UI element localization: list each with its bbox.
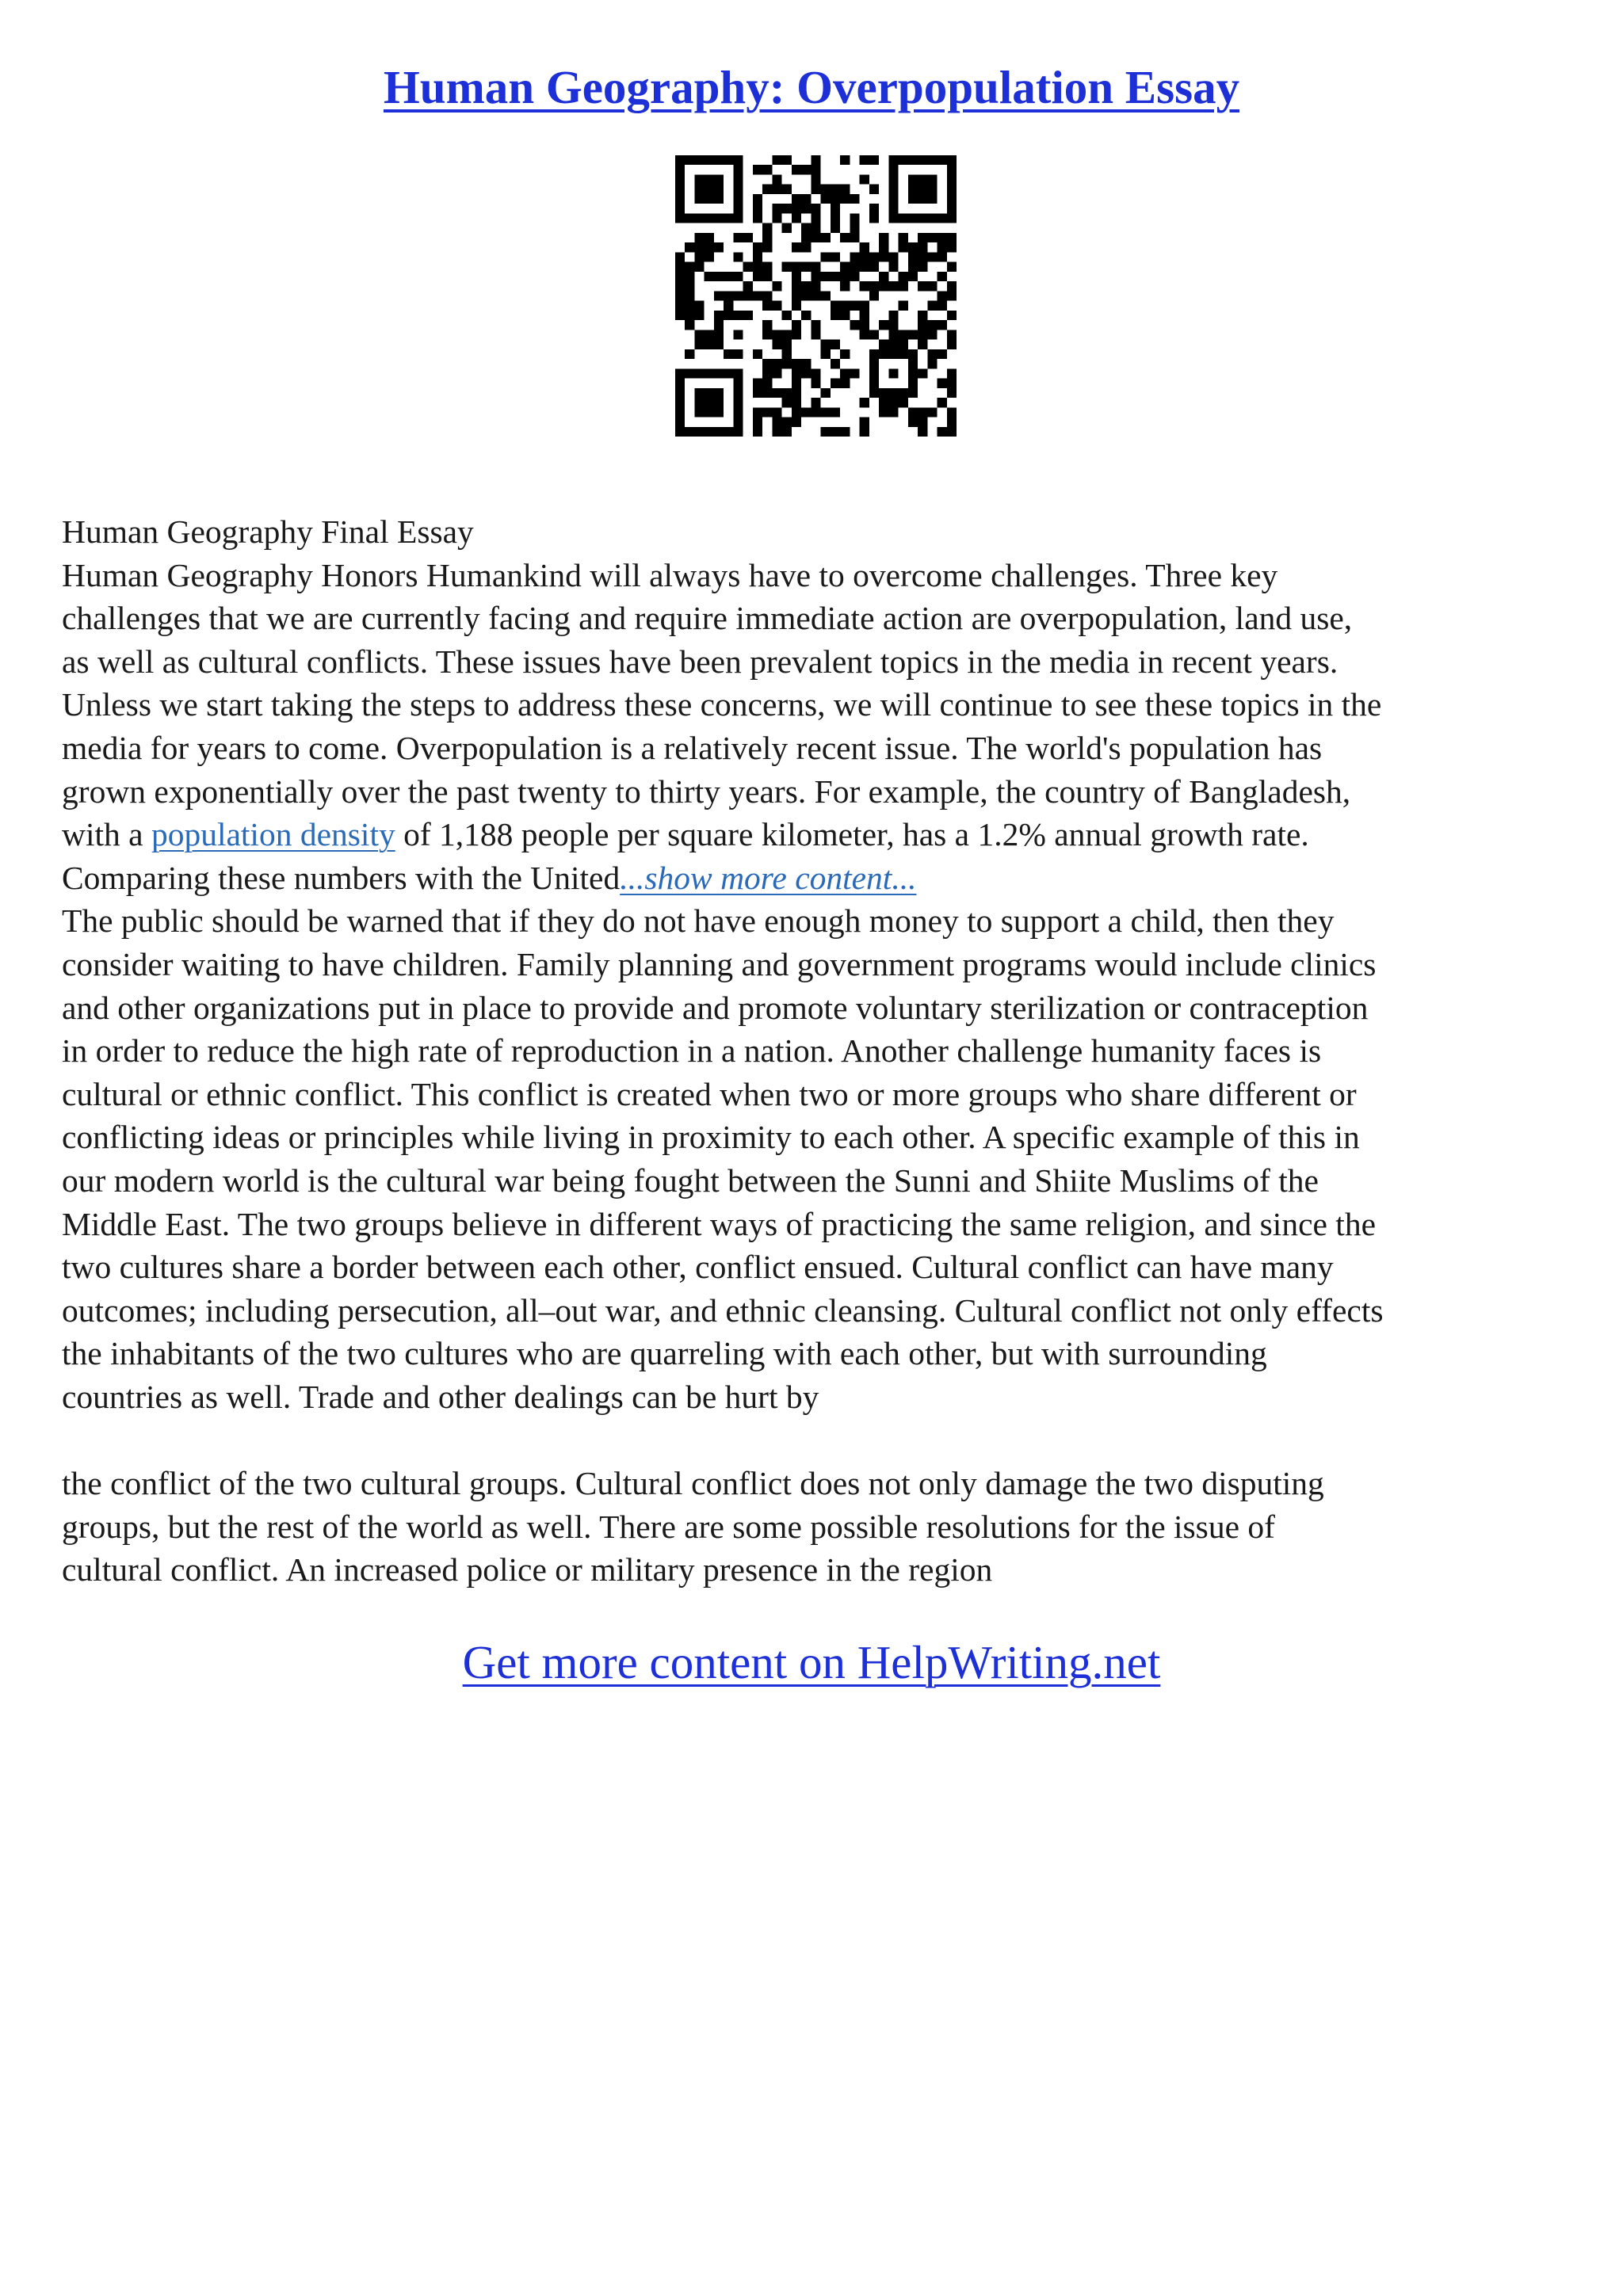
essay-line: Unless we start taking the steps to address these concerns, we will continue to see these topics in the: [62, 686, 1382, 723]
essay-line: the conflict of the two cultural groups. Cultural conflict does not only damage the two disputing: [62, 1465, 1324, 1502]
qr-code: [675, 155, 957, 437]
show-more-link[interactable]: ...show more content...: [620, 859, 917, 896]
essay-text: Comparing these numbers with the United: [62, 859, 621, 896]
essay-body: [62, 510, 1568, 1592]
essay-line: countries as well. Trade and other dealings can be hurt by: [62, 1378, 819, 1415]
essay-line: cultural or ethnic conflict. This conflict is created when two or more groups who share different or: [62, 1075, 1357, 1112]
essay-heading: Human Geography Final Essay: [62, 513, 474, 550]
essay-line: cultural conflict. An increased police or military presence in the region: [62, 1551, 993, 1589]
essay-line: consider waiting to have children. Family planning and government programs would include clinics: [62, 945, 1377, 982]
essay-line: conflicting ideas or principles while living in proximity to each other. A specific example of this in: [62, 1119, 1360, 1156]
essay-line: two cultures share a border between each other, conflict ensued. Cultural conflict can have many: [62, 1249, 1334, 1286]
population-density-link[interactable]: population density: [151, 816, 395, 853]
title-link[interactable]: Human Geography: Overpopulation Essay: [383, 61, 1240, 113]
essay-text: of 1,188 people per square kilometer, has a 1.2% annual growth rate.: [395, 816, 1309, 853]
essay-line: The public should be warned that if they do not have enough money to support a child, then they: [62, 902, 1335, 940]
page-title: [0, 57, 1623, 117]
essay-line: Human Geography Honors Humankind will always have to overcome challenges. Three key: [62, 556, 1278, 593]
paragraph-gap: [62, 1418, 1568, 1462]
essay-line: and other organizations put in place to provide and promote voluntary sterilization or contraception: [62, 989, 1369, 1026]
essay-line: challenges that we are currently facing and require immediate action are overpopulation, land use,: [62, 600, 1353, 637]
essay-line: in order to reduce the high rate of reproduction in a nation. Another challenge humanity faces is: [62, 1032, 1322, 1070]
essay-line: Middle East. The two groups believe in different ways of practicing the same religion, and since the: [62, 1205, 1376, 1242]
essay-line: our modern world is the cultural war being fought between the Sunni and Shiite Muslims of the: [62, 1161, 1319, 1199]
essay-line: as well as cultural conflicts. These issues have been prevalent topics in the media in recent years.: [62, 643, 1338, 680]
essay-line: groups, but the rest of the world as well. There are some possible resolutions for the issue of: [62, 1508, 1275, 1545]
get-more-content-link[interactable]: Get more content on HelpWriting.net: [462, 1636, 1161, 1688]
essay-line: outcomes; including persecution, all–out war, and ethnic cleansing. Cultural conflict not only effects: [62, 1291, 1384, 1329]
essay-text: with a: [62, 816, 151, 853]
essay-line: media for years to come. Overpopulation is a relatively recent issue. The world's population has: [62, 729, 1323, 766]
footer: [0, 1632, 1623, 1692]
essay-line: [62, 856, 1568, 900]
essay-line: [62, 813, 1568, 856]
essay-line: grown exponentially over the past twenty to thirty years. For example, the country of Bangladesh,: [62, 772, 1351, 810]
essay-line: the inhabitants of the two cultures who are quarreling with each other, but with surrounding: [62, 1335, 1267, 1372]
